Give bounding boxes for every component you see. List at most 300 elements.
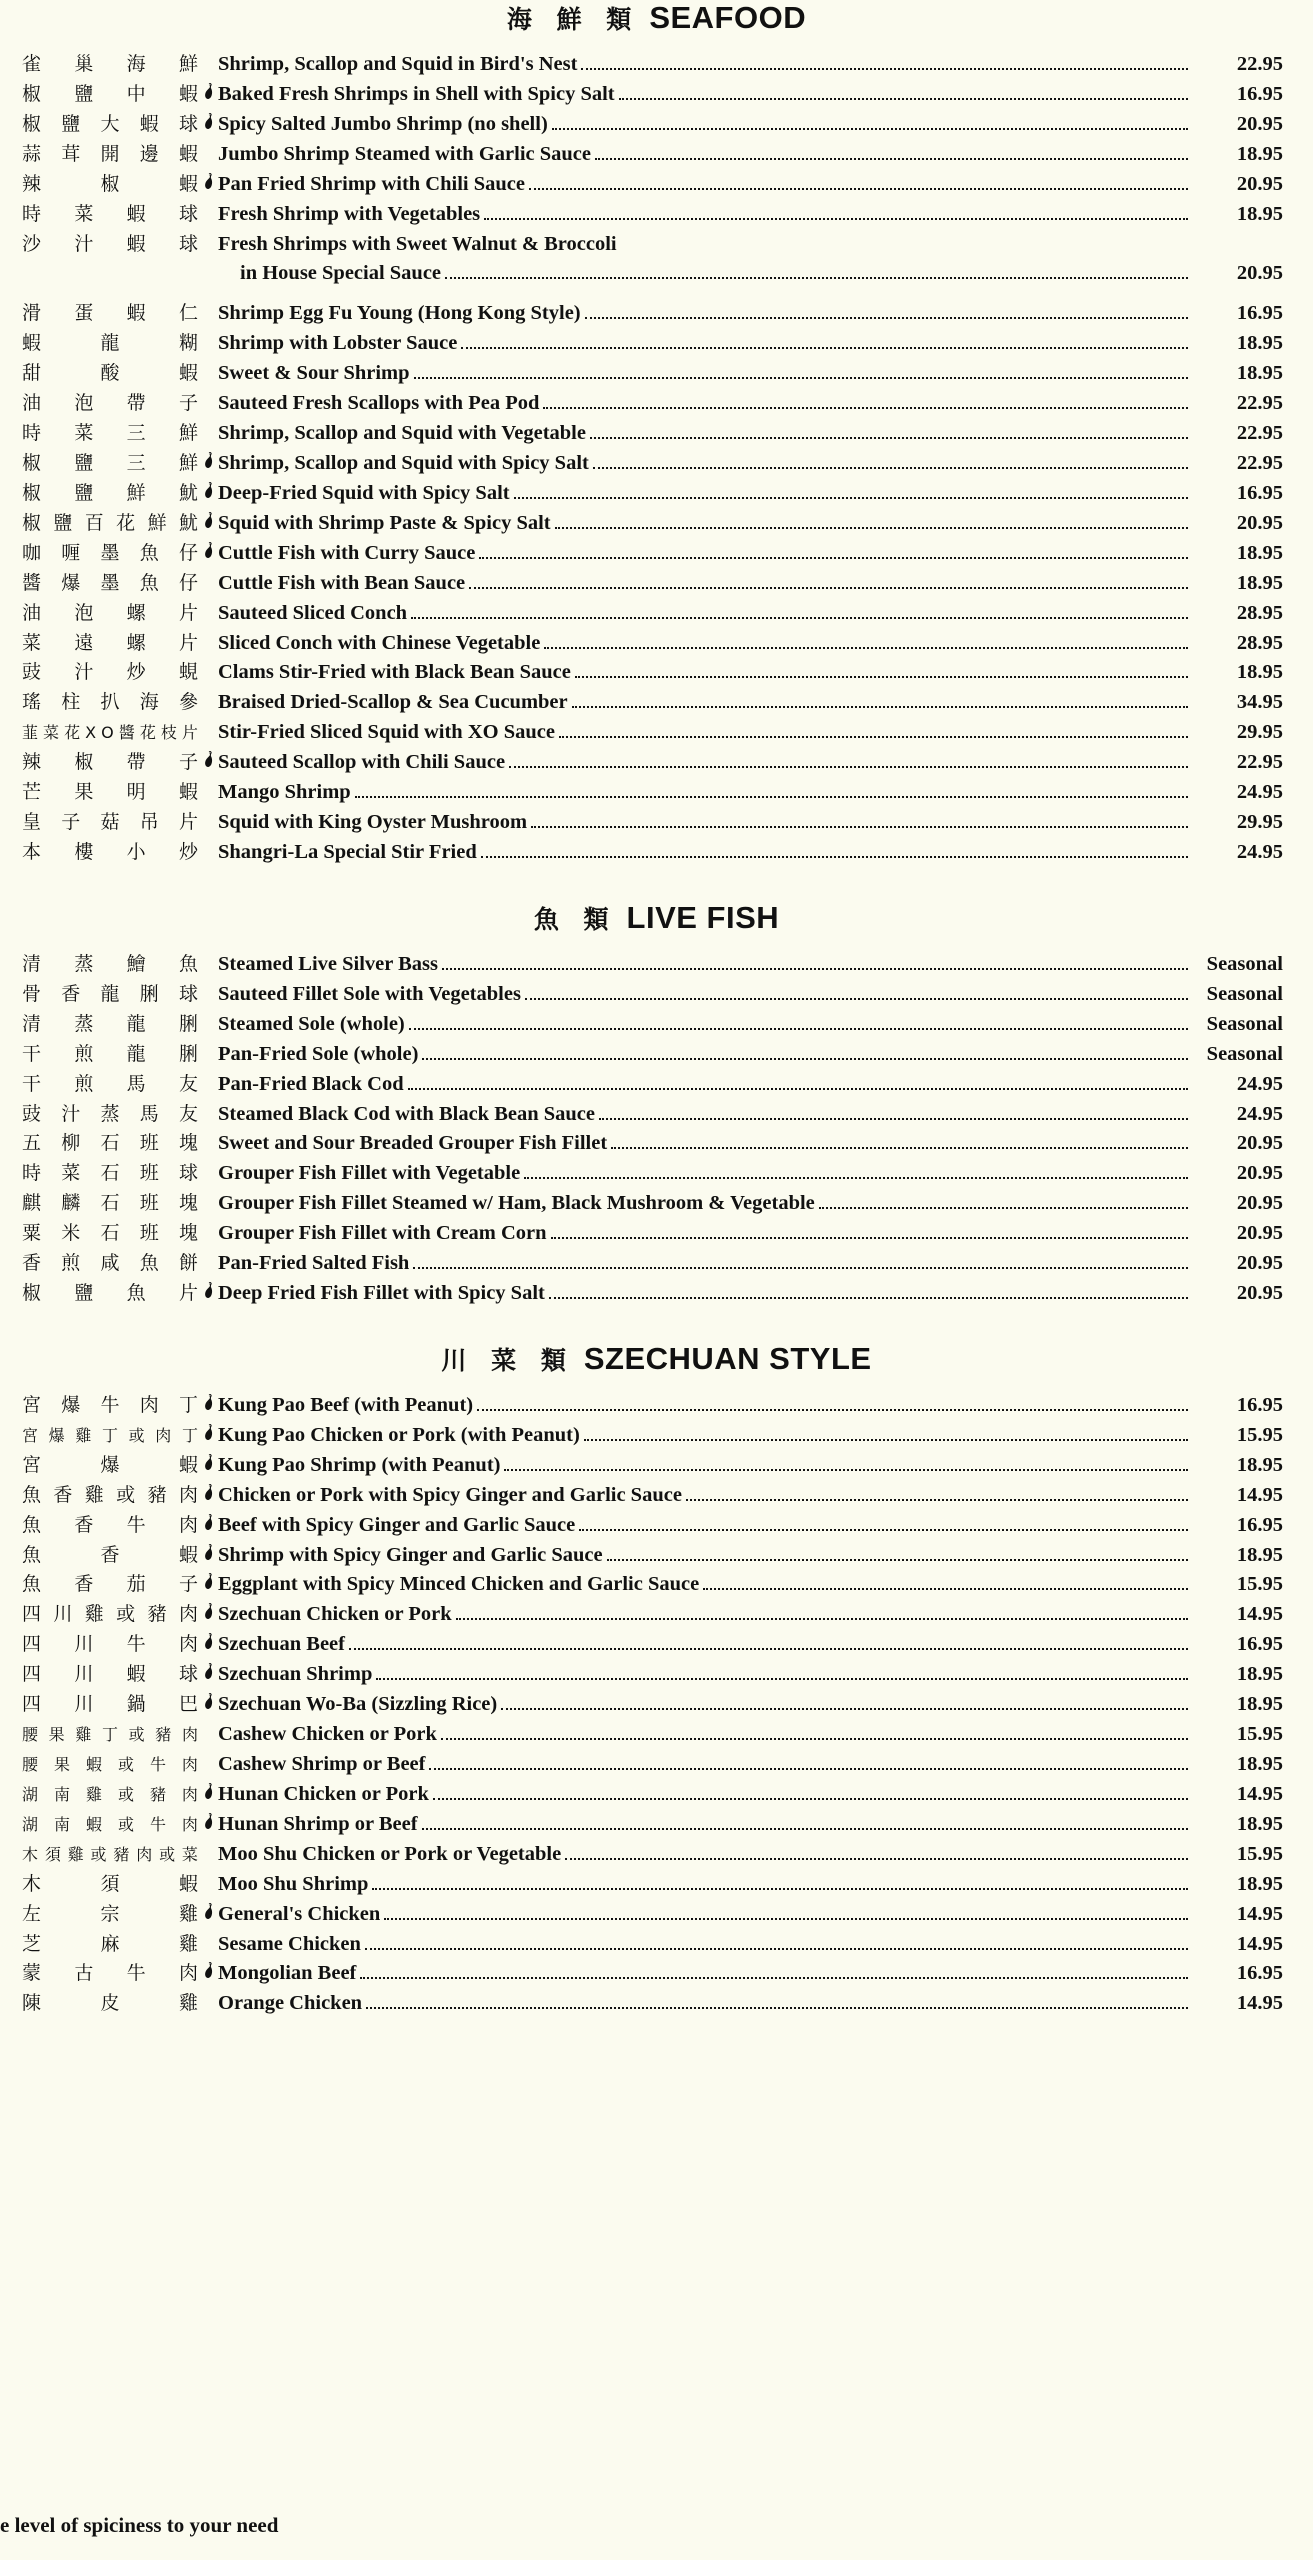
- item-chinese-name: 蒙 古 牛 肉: [22, 1962, 198, 1985]
- item-price: 18.95: [1236, 1753, 1283, 1776]
- item-english-name: Sauteed Fresh Scallops with Pea Pod: [218, 392, 540, 415]
- item-english-name: Squid with King Oyster Mushroom: [218, 811, 528, 834]
- item-price: 15.95: [1236, 1842, 1283, 1865]
- chili-pepper-icon: [198, 482, 218, 498]
- item-price: 18.95: [1236, 1543, 1283, 1566]
- item-chinese-name: 腰 果 蝦 或 牛 肉: [22, 1755, 198, 1775]
- menu-item-row[interactable]: [22, 1391, 1283, 1421]
- menu-item-row[interactable]: [22, 1219, 1283, 1249]
- item-english-name: Beef with Spicy Ginger and Garlic Sauce: [218, 1513, 576, 1536]
- chili-pepper-icon: [198, 1813, 218, 1829]
- menu-item-row[interactable]: [22, 299, 1283, 329]
- item-price: 20.95: [1236, 1252, 1283, 1275]
- menu-item-row[interactable]: [22, 1570, 1283, 1600]
- item-english-name: Shrimp, Scallop and Squid with Vegetable: [218, 422, 586, 445]
- menu-item-row[interactable]: [22, 1189, 1283, 1219]
- item-price: 18.95: [1236, 1693, 1283, 1716]
- menu-item-row[interactable]: [22, 1630, 1283, 1660]
- item-price: 24.95: [1236, 781, 1283, 804]
- item-price: 28.95: [1236, 601, 1283, 624]
- item-chinese-name: 魚 香 茄 子: [22, 1573, 198, 1596]
- leader-dots: [360, 1963, 1188, 1980]
- chili-pepper-icon: [198, 1962, 218, 1978]
- section-header: [0, 1341, 1313, 1377]
- leader-dots: [376, 1664, 1188, 1681]
- menu-item-row[interactable]: [22, 359, 1283, 389]
- item-chinese-name: 辣 椒 帶 子: [22, 751, 198, 774]
- item-chinese-name: 醬 爆 墨 魚 仔: [22, 571, 198, 594]
- menu-item-row[interactable]: [22, 539, 1283, 569]
- menu-item-row[interactable]: [22, 1600, 1283, 1630]
- leader-dots: [365, 1933, 1188, 1950]
- leader-dots: [484, 203, 1188, 220]
- item-chinese-name: 魚 香 牛 肉: [22, 1513, 198, 1536]
- item-chinese-name: 五 柳 石 班 塊: [22, 1132, 198, 1155]
- item-price: Seasonal: [1206, 982, 1283, 1005]
- item-english-name: Sauteed Sliced Conch: [218, 601, 408, 624]
- item-price: 14.95: [1236, 1932, 1283, 1955]
- leader-dots: [549, 1282, 1188, 1299]
- menu-item-row[interactable]: [22, 1690, 1283, 1720]
- item-english-name: Orange Chicken: [218, 1992, 363, 2015]
- chili-pepper-icon: [198, 1693, 218, 1709]
- item-english-name: Chicken or Pork with Spicy Ginger and Garlic Sauce: [218, 1483, 682, 1506]
- leader-dots: [593, 452, 1188, 469]
- item-english-name: Pan-Fried Sole (whole): [218, 1042, 419, 1065]
- item-english-name: Shrimp Egg Fu Young (Hong Kong Style): [218, 302, 581, 325]
- leader-dots: [384, 1903, 1188, 1920]
- item-chinese-name: 雀 巢 海 鮮: [22, 53, 198, 75]
- leader-dots: [581, 53, 1188, 70]
- menu-item-row[interactable]: [22, 569, 1283, 599]
- item-chinese-name: 木 須 蝦: [22, 1872, 198, 1895]
- chili-pepper-icon: [198, 1454, 218, 1470]
- leader-dots: [372, 1873, 1188, 1890]
- item-price: 15.95: [1236, 1573, 1283, 1596]
- leader-dots: [686, 1484, 1188, 1501]
- item-chinese-name: 四 川 鍋 巴: [22, 1693, 198, 1716]
- item-price: 18.95: [1236, 142, 1283, 165]
- section-title-english: SZECHUAN STYLE: [583, 1340, 872, 1376]
- item-english-name: Sauteed Scallop with Chili Sauce: [218, 751, 506, 774]
- leader-dots: [524, 1163, 1188, 1180]
- chili-pepper-icon: [198, 113, 218, 129]
- item-english-name: Baked Fresh Shrimps in Shell with Spicy Salt: [218, 82, 615, 105]
- item-chinese-name: 甜 酸 蝦: [22, 362, 198, 385]
- leader-dots: [413, 1252, 1188, 1269]
- menu-item-row[interactable]: [22, 200, 1283, 230]
- section-title-english: SEAFOOD: [649, 0, 807, 35]
- item-price: 20.95: [1236, 112, 1283, 135]
- menu-section-seafood: [0, 0, 1313, 868]
- item-english-name: Squid with Shrimp Paste & Spicy Salt: [218, 511, 551, 534]
- item-english-name: Szechuan Wo-Ba (Sizzling Rice): [218, 1693, 498, 1716]
- item-english-name: Szechuan Chicken or Pork: [218, 1603, 452, 1626]
- item-price: Seasonal: [1206, 952, 1283, 975]
- menu-item-row[interactable]: [22, 230, 1283, 260]
- item-english-name: Shrimp, Scallop and Squid in Bird's Nest: [218, 53, 578, 75]
- item-english-name: Shangri-La Special Stir Fried: [218, 840, 477, 863]
- item-price: 14.95: [1236, 1902, 1283, 1925]
- item-chinese-name: 清 蒸 龍 脷: [22, 1012, 198, 1035]
- item-english-name: Pan-Fried Salted Fish: [218, 1252, 410, 1275]
- item-price: 29.95: [1236, 811, 1283, 834]
- section-items: [0, 50, 1313, 868]
- leader-dots: [481, 841, 1188, 858]
- item-price: 18.95: [1236, 661, 1283, 684]
- row-spacer: [22, 289, 1283, 299]
- item-price: Seasonal: [1206, 1042, 1283, 1065]
- leader-dots: [461, 333, 1188, 350]
- leader-dots: [590, 422, 1188, 439]
- leader-dots: [572, 692, 1188, 709]
- item-chinese-name: 時 菜 蝦 球: [22, 202, 198, 225]
- menu-item-row[interactable]: [22, 170, 1283, 200]
- item-price: 18.95: [1236, 571, 1283, 594]
- leader-dots: [433, 1783, 1188, 1800]
- item-english-name: Pan Fried Shrimp with Chili Sauce: [218, 172, 525, 195]
- item-chinese-name: 蒜 茸 開 邊 蝦: [22, 142, 198, 165]
- item-english-name: General's Chicken: [218, 1902, 381, 1925]
- leader-dots: [504, 1454, 1188, 1471]
- leader-dots: [525, 983, 1188, 1000]
- item-price: 24.95: [1236, 1102, 1283, 1125]
- item-chinese-name: 瑤 柱 扒 海 參: [22, 691, 198, 714]
- item-chinese-name: 本 樓 小 炒: [22, 840, 198, 863]
- item-price: 28.95: [1236, 631, 1283, 654]
- item-english-name: Clams Stir-Fried with Black Bean Sauce: [218, 661, 571, 684]
- item-english-name: Cuttle Fish with Bean Sauce: [218, 571, 466, 594]
- leader-dots: [565, 1843, 1188, 1860]
- item-price: 22.95: [1236, 392, 1283, 415]
- leader-dots: [366, 1993, 1188, 2010]
- item-chinese-name: 清 蒸 鱠 魚: [22, 952, 198, 975]
- leader-dots: [411, 602, 1188, 619]
- leader-dots: [819, 1193, 1188, 1210]
- item-chinese-name: 豉 汁 蒸 馬 友: [22, 1102, 198, 1125]
- menu-item-row[interactable]: [22, 1810, 1283, 1840]
- menu-item-row[interactable]: [22, 1870, 1283, 1900]
- item-english-name: Grouper Fish Fillet with Cream Corn: [218, 1222, 547, 1245]
- section-title-chinese: 海 鮮 類: [506, 5, 640, 34]
- item-english-name: Pan-Fried Black Cod: [218, 1072, 404, 1095]
- item-price: 16.95: [1236, 82, 1283, 105]
- menu-item-row[interactable]: [22, 1780, 1283, 1810]
- menu-item-row[interactable]: [22, 1010, 1283, 1040]
- item-price: 34.95: [1236, 691, 1283, 714]
- menu-item-row[interactable]: [22, 419, 1283, 449]
- section-items: [0, 950, 1313, 1309]
- menu-item-row[interactable]: [22, 1249, 1283, 1279]
- chili-pepper-icon: [198, 1424, 218, 1440]
- section-title-chinese: 川 菜 類: [441, 1345, 574, 1375]
- item-price: 18.95: [1236, 362, 1283, 385]
- item-chinese-name: 木 須 雞 或 豬 肉 或 菜: [22, 1844, 198, 1864]
- item-price: 20.95: [1236, 1162, 1283, 1185]
- item-english-name: Moo Shu Chicken or Pork or Vegetable: [218, 1842, 562, 1865]
- chili-pepper-icon: [198, 1573, 218, 1589]
- item-english-name: Szechuan Beef: [218, 1633, 345, 1656]
- item-chinese-name: 椒 鹽 鮮 魷: [22, 481, 198, 504]
- leader-dots: [479, 542, 1188, 559]
- item-chinese-name: 椒 鹽 魚 片: [22, 1282, 198, 1305]
- item-english-name: Sliced Conch with Chinese Vegetable: [218, 631, 541, 654]
- leader-dots: [422, 1043, 1188, 1060]
- item-english-name: Sweet & Sour Shrimp: [218, 362, 410, 385]
- menu-item-row[interactable]: [22, 1421, 1283, 1451]
- leader-dots: [469, 572, 1188, 589]
- menu-item-row[interactable]: [22, 808, 1283, 838]
- item-price: 20.95: [1236, 1192, 1283, 1215]
- item-price: 16.95: [1236, 481, 1283, 504]
- item-english-name: Deep Fried Fish Fillet with Spicy Salt: [218, 1282, 545, 1305]
- item-english-name: Stir-Fried Sliced Squid with XO Sauce: [218, 721, 555, 744]
- item-price: 14.95: [1236, 1603, 1283, 1626]
- item-price: 15.95: [1236, 1423, 1283, 1446]
- menu-item-row[interactable]: [22, 1840, 1283, 1870]
- chili-pepper-icon: [198, 452, 218, 468]
- menu-item-row[interactable]: [22, 110, 1283, 140]
- menu-section-szechuan-style: [0, 1341, 1313, 2019]
- item-price: 20.95: [1236, 1132, 1283, 1155]
- menu-item-row[interactable]: [22, 1070, 1283, 1100]
- item-english-name: Spicy Salted Jumbo Shrimp (no shell): [218, 112, 548, 135]
- item-chinese-name: 湖 南 雞 或 豬 肉: [22, 1784, 198, 1804]
- menu-item-row[interactable]: [22, 1279, 1283, 1309]
- menu-item-row[interactable]: [22, 838, 1283, 868]
- item-chinese-name: 四 川 蝦 球: [22, 1663, 198, 1686]
- section-items: [0, 1391, 1313, 2019]
- item-english-name: Eggplant with Spicy Minced Chicken and Garlic Sauce: [218, 1573, 700, 1596]
- item-chinese-name: 皇 子 菇 吊 片: [22, 811, 198, 834]
- item-english-name: Shrimp, Scallop and Squid with Spicy Salt: [218, 451, 589, 474]
- leader-dots: [414, 362, 1188, 379]
- chili-pepper-icon: [198, 1514, 218, 1530]
- item-chinese-name: 粟 米 石 班 塊: [22, 1222, 198, 1245]
- item-price: 20.95: [1236, 262, 1283, 285]
- item-chinese-name: 滑 蛋 蝦 仁: [22, 302, 198, 325]
- chili-pepper-icon: [198, 1282, 218, 1298]
- item-chinese-name: 芝 麻 雞: [22, 1932, 198, 1955]
- menu-item-row[interactable]: [22, 1541, 1283, 1571]
- item-english-name: Sesame Chicken: [218, 1932, 361, 1955]
- item-chinese-name: 沙 汁 蝦 球: [22, 232, 198, 255]
- item-english-name: Sauteed Fillet Sole with Vegetables: [218, 982, 521, 1005]
- menu-item-row[interactable]: [22, 329, 1283, 359]
- item-english-name: Hunan Shrimp or Beef: [218, 1812, 418, 1835]
- item-english-name: Moo Shu Shrimp: [218, 1872, 369, 1895]
- section-gap: [0, 874, 1313, 900]
- item-price: Seasonal: [1206, 1012, 1283, 1035]
- leader-dots: [349, 1634, 1188, 1651]
- leader-dots: [555, 512, 1188, 529]
- item-english-name: Kung Pao Beef (with Peanut): [218, 1393, 474, 1416]
- chili-pepper-icon: [198, 512, 218, 528]
- item-english-name: Steamed Sole (whole): [218, 1012, 405, 1035]
- item-english-name: Shrimp with Spicy Ginger and Garlic Sauce: [218, 1543, 603, 1566]
- item-chinese-name: 干 煎 馬 友: [22, 1072, 198, 1095]
- item-chinese-name: 時 菜 三 鮮: [22, 422, 198, 445]
- item-price: 18.95: [1236, 541, 1283, 564]
- item-english-name: Kung Pao Chicken or Pork (with Peanut): [218, 1423, 580, 1446]
- item-english-name: Grouper Fish Fillet Steamed w/ Ham, Black Mushroom & Vegetable: [218, 1192, 815, 1215]
- item-chinese-name: 椒 鹽 百 花 鮮 魷: [22, 511, 198, 534]
- leader-dots: [408, 1073, 1188, 1090]
- menu-item-row[interactable]: [22, 259, 1283, 289]
- leader-dots: [619, 83, 1188, 100]
- item-chinese-name: 時 菜 石 班 球: [22, 1162, 198, 1185]
- item-english-name: Deep-Fried Squid with Spicy Salt: [218, 481, 510, 504]
- chili-pepper-icon: [198, 1603, 218, 1619]
- item-price: 20.95: [1236, 1222, 1283, 1245]
- leader-dots: [442, 953, 1188, 970]
- item-price: 18.95: [1236, 1812, 1283, 1835]
- item-price: 22.95: [1236, 422, 1283, 445]
- item-chinese-name: 辣 椒 蝦: [22, 172, 198, 195]
- item-chinese-name: 椒 鹽 三 鮮: [22, 451, 198, 474]
- item-chinese-name: 椒 鹽 大 蝦 球: [22, 112, 198, 135]
- item-price: 14.95: [1236, 1992, 1283, 2015]
- menu-item-row[interactable]: [22, 50, 1283, 80]
- leader-dots: [621, 235, 1188, 250]
- chili-pepper-icon: [198, 1544, 218, 1560]
- menu-item-row[interactable]: [22, 1511, 1283, 1541]
- item-chinese-name: 油 泡 螺 片: [22, 601, 198, 624]
- chili-pepper-icon: [198, 542, 218, 558]
- item-english-name: Jumbo Shrimp Steamed with Garlic Sauce: [218, 142, 591, 165]
- leader-dots: [501, 1693, 1188, 1710]
- item-chinese-name: 干 煎 龍 脷: [22, 1042, 198, 1065]
- menu-item-row[interactable]: [22, 599, 1283, 629]
- item-price: 16.95: [1236, 1633, 1283, 1656]
- item-price: 15.95: [1236, 1723, 1283, 1746]
- item-english-name: Braised Dried-Scallop & Sea Cucumber: [218, 691, 568, 714]
- item-chinese-name: 芒 果 明 蝦: [22, 781, 198, 804]
- menu-item-row[interactable]: [22, 509, 1283, 539]
- leader-dots: [595, 143, 1188, 160]
- item-price: 20.95: [1236, 511, 1283, 534]
- chili-pepper-icon: [198, 1394, 218, 1410]
- menu-item-row[interactable]: [22, 1100, 1283, 1130]
- section-header: [0, 0, 1313, 36]
- item-english-name: Mango Shrimp: [218, 781, 351, 804]
- chili-pepper-icon: [198, 1484, 218, 1500]
- item-chinese-name: 宮 爆 牛 肉 丁: [22, 1393, 198, 1416]
- leader-dots: [531, 811, 1188, 828]
- item-chinese-name: 宮 爆 雞 丁 或 肉 丁: [22, 1425, 198, 1445]
- item-chinese-name: 麒 麟 石 班 塊: [22, 1192, 198, 1215]
- chili-pepper-icon: [198, 173, 218, 189]
- menu-item-row[interactable]: [22, 1720, 1283, 1750]
- item-chinese-name: 四 川 牛 肉: [22, 1633, 198, 1656]
- leader-dots: [456, 1604, 1188, 1621]
- menu-item-row[interactable]: [22, 629, 1283, 659]
- item-english-name: Cashew Chicken or Pork: [218, 1723, 437, 1746]
- menu-item-row[interactable]: [22, 748, 1283, 778]
- menu-item-row[interactable]: [22, 140, 1283, 170]
- item-price: 14.95: [1236, 1483, 1283, 1506]
- item-price: 16.95: [1236, 1962, 1283, 1985]
- menu-item-row[interactable]: [22, 479, 1283, 509]
- leader-dots: [543, 392, 1188, 409]
- menu-item-row[interactable]: [22, 1989, 1283, 2019]
- leader-dots: [529, 173, 1188, 190]
- item-price: 18.95: [1236, 1663, 1283, 1686]
- chili-pepper-icon: [198, 1903, 218, 1919]
- item-price: 16.95: [1236, 1393, 1283, 1416]
- item-price: 20.95: [1236, 172, 1283, 195]
- leader-dots: [584, 1424, 1188, 1441]
- item-chinese-name: 骨 香 龍 脷 球: [22, 982, 198, 1005]
- item-english-name: Kung Pao Shrimp (with Peanut): [218, 1453, 501, 1476]
- item-chinese-name: 左 宗 雞: [22, 1902, 198, 1925]
- leader-dots: [509, 751, 1188, 768]
- item-price: 18.95: [1236, 332, 1283, 355]
- menu-item-row[interactable]: [22, 1481, 1283, 1511]
- item-chinese-name: 油 泡 帶 子: [22, 392, 198, 415]
- menu-item-row[interactable]: [22, 1750, 1283, 1780]
- leader-dots: [703, 1574, 1188, 1591]
- item-price: 24.95: [1236, 1072, 1283, 1095]
- item-english-name: Grouper Fish Fillet with Vegetable: [218, 1162, 521, 1185]
- menu-item-row[interactable]: [22, 1451, 1283, 1481]
- menu-item-row[interactable]: [22, 718, 1283, 748]
- item-price: 16.95: [1236, 1513, 1283, 1536]
- leader-dots: [575, 662, 1188, 679]
- leader-dots: [409, 1013, 1188, 1030]
- item-chinese-name: 湖 南 蝦 或 牛 肉: [22, 1814, 198, 1834]
- item-chinese-name: 四 川 雞 或 豬 肉: [22, 1603, 198, 1626]
- menu-item-row[interactable]: [22, 1900, 1283, 1930]
- menu-item-row[interactable]: [22, 658, 1283, 688]
- leader-dots: [429, 1753, 1188, 1770]
- leader-dots: [607, 1544, 1188, 1561]
- menu-item-row[interactable]: [22, 80, 1283, 110]
- menu-item-row[interactable]: [22, 950, 1283, 980]
- section-title-chinese: 魚 類: [533, 904, 617, 934]
- item-price: 22.95: [1236, 53, 1283, 75]
- menu-item-row[interactable]: [22, 389, 1283, 419]
- menu-section-live-fish: [0, 900, 1313, 1309]
- section-header: [0, 900, 1313, 936]
- item-price: 22.95: [1236, 451, 1283, 474]
- item-english-name: Cuttle Fish with Curry Sauce: [218, 541, 476, 564]
- menu-item-row[interactable]: [22, 980, 1283, 1010]
- leader-dots: [579, 1514, 1188, 1531]
- leader-dots: [585, 303, 1188, 320]
- menu-item-row[interactable]: [22, 1159, 1283, 1189]
- menu-item-row[interactable]: [22, 1959, 1283, 1989]
- item-english-name: Steamed Black Cod with Black Bean Sauce: [218, 1102, 595, 1125]
- leader-dots: [551, 1222, 1188, 1239]
- item-chinese-name: 陳 皮 雞: [22, 1992, 198, 2015]
- menu-item-row[interactable]: [22, 1660, 1283, 1690]
- item-english-name: Cashew Shrimp or Beef: [218, 1753, 426, 1776]
- menu-item-row[interactable]: [22, 1930, 1283, 1960]
- item-chinese-name: 魚 香 雞 或 豬 肉: [22, 1483, 198, 1506]
- menu-item-row[interactable]: [22, 688, 1283, 718]
- menu-item-row[interactable]: [22, 1040, 1283, 1070]
- menu-item-row[interactable]: [22, 1129, 1283, 1159]
- chili-pepper-icon: [198, 751, 218, 767]
- chili-pepper-icon: [198, 1783, 218, 1799]
- item-chinese-name: 宮 爆 蝦: [22, 1453, 198, 1476]
- item-chinese-name: 菜 遠 螺 片: [22, 631, 198, 654]
- menu-item-row[interactable]: [22, 778, 1283, 808]
- leader-dots: [599, 1103, 1188, 1120]
- menu-item-row[interactable]: [22, 449, 1283, 479]
- leader-dots: [422, 1813, 1188, 1830]
